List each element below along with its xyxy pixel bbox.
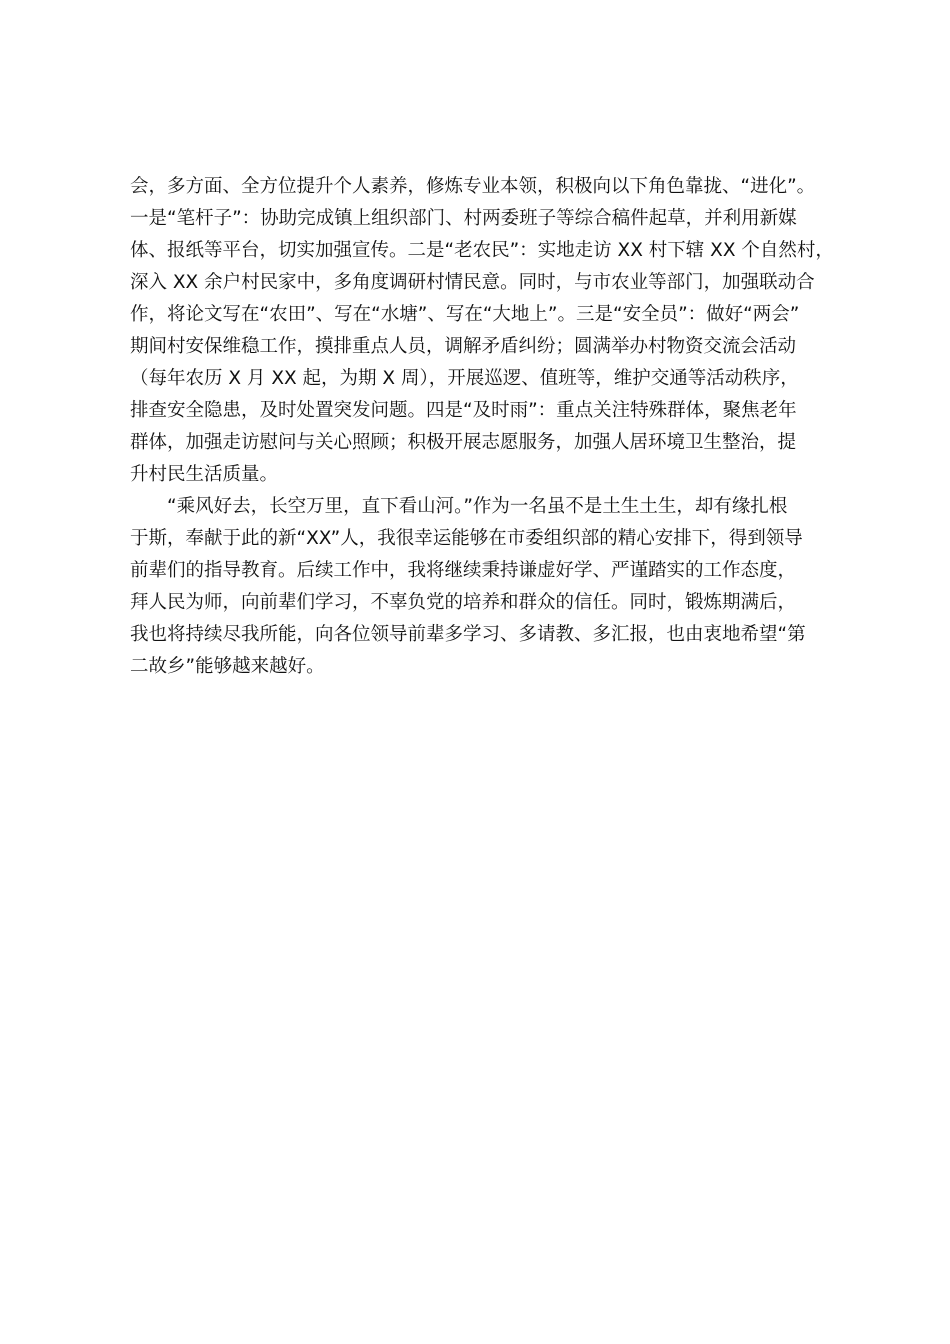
paragraph-roles <box>130 171 850 491</box>
text-line: 深入 XX 余户村民家中，多角度调研村情民意。同时，与市农业等部门，加强联动合 <box>130 272 815 293</box>
document-body <box>130 171 850 683</box>
text-line: “乘风好去，长空万里，直下看山河。”作为一名虽不是土生土生，却有缘扎根 <box>167 496 788 517</box>
text-line: 作，将论文写在“农田”、写在“水塘”、写在“大地上”。三是“安全员”：做好“两会” <box>130 304 800 325</box>
paragraph-conclusion <box>130 491 850 683</box>
text-line: 于斯，奉献于此的新“XX”人，我很幸运能够在市委组织部的精心安排下，得到领导 <box>130 528 803 549</box>
text-line: 排查安全隐患，及时处置突发问题。四是“及时雨”：重点关注特殊群体，聚焦老年 <box>130 400 797 421</box>
text-line: 升村民生活质量。 <box>130 464 279 485</box>
text-line: 拜人民为师，向前辈们学习，不辜负党的培养和群众的信任。同时，锻炼期满后， <box>130 592 797 613</box>
text-line: 群体，加强走访慰问与关心照顾；积极开展志愿服务，加强人居环境卫生整治，提 <box>130 432 797 453</box>
text-line: （每年农历 X 月 XX 起，为期 X 周），开展巡逻、值班等，维护交通等活动秩序， <box>130 368 799 389</box>
text-line: 体、报纸等平台，切实加强宣传。二是“老农民”：实地走访 XX 村下辖 XX 个自然村， <box>130 240 834 261</box>
text-line: 一是“笔杆子”：协助完成镇上组织部门、村两委班子等综合稿件起草，并利用新媒 <box>130 208 797 229</box>
text-line: 期间村安保维稳工作，摸排重点人员，调解矛盾纠纷；圆满举办村物资交流会活动 <box>130 336 797 357</box>
text-line: 前辈们的指导教育。后续工作中，我将继续秉持谦虚好学、严谨踏实的工作态度， <box>130 560 797 581</box>
text-line: 我也将持续尽我所能，向各位领导前辈多学习、多请教、多汇报，也由衷地希望“第 <box>130 624 806 645</box>
text-line: 会，多方面、全方位提升个人素养，修炼专业本领，积极向以下角色靠拢、“进化”。 <box>130 176 816 197</box>
text-line: 二故乡”能够越来越好。 <box>130 656 325 677</box>
